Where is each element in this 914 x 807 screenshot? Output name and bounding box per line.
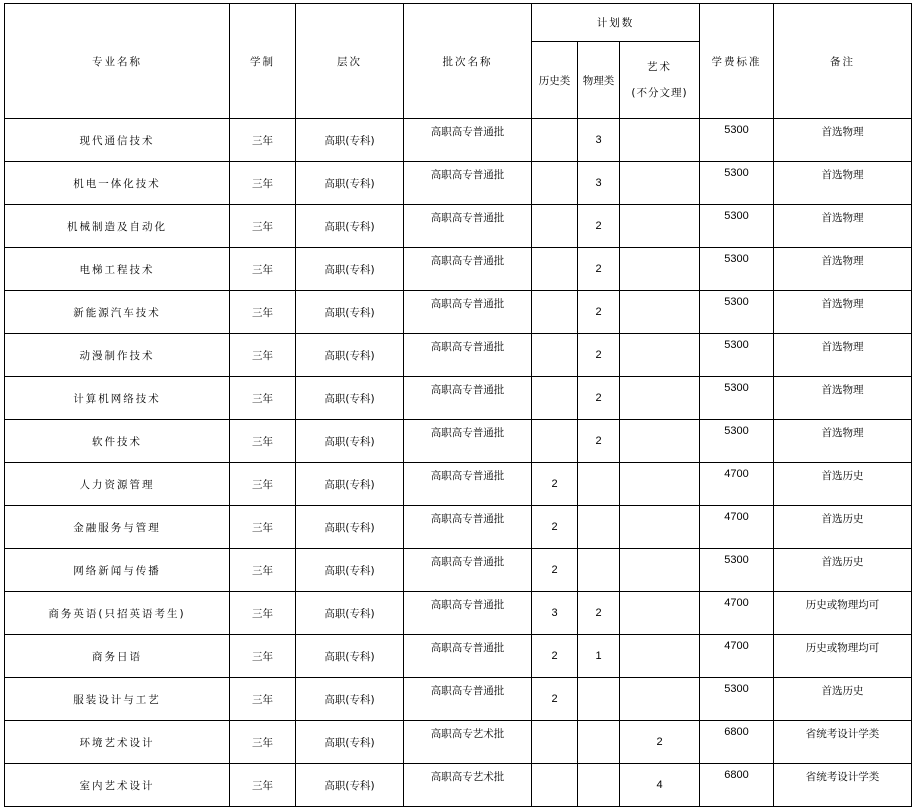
- cell-batch: 高职高专普通批: [404, 592, 532, 635]
- cell-major: 动漫制作技术: [5, 334, 230, 377]
- cell-physics: 2: [578, 248, 620, 291]
- cell-batch: 高职高专普通批: [404, 119, 532, 162]
- cell-level: 高职(专科): [296, 377, 404, 420]
- cell-duration: 三年: [230, 420, 296, 463]
- cell-art: [620, 377, 700, 420]
- header-level: 层次: [296, 4, 404, 119]
- cell-tuition: 5300: [700, 377, 774, 420]
- cell-level: 高职(专科): [296, 291, 404, 334]
- cell-tuition: 5300: [700, 549, 774, 592]
- cell-duration: 三年: [230, 377, 296, 420]
- cell-batch: 高职高专普通批: [404, 549, 532, 592]
- cell-art: [620, 291, 700, 334]
- header-remark: 备注: [774, 4, 912, 119]
- header-plan: 计划数: [532, 4, 700, 42]
- cell-batch: 高职高专普通批: [404, 678, 532, 721]
- cell-remark: 省统考设计学类: [774, 764, 912, 807]
- cell-tuition: 5300: [700, 248, 774, 291]
- cell-batch: 高职高专普通批: [404, 506, 532, 549]
- cell-physics: 2: [578, 334, 620, 377]
- cell-art: [620, 119, 700, 162]
- header-duration: 学制: [230, 4, 296, 119]
- cell-art: [620, 549, 700, 592]
- cell-history: [532, 334, 578, 377]
- cell-remark: 首选物理: [774, 119, 912, 162]
- cell-batch: 高职高专普通批: [404, 635, 532, 678]
- cell-duration: 三年: [230, 506, 296, 549]
- cell-level: 高职(专科): [296, 635, 404, 678]
- cell-remark: 首选物理: [774, 248, 912, 291]
- cell-level: 高职(专科): [296, 549, 404, 592]
- cell-major: 现代通信技术: [5, 119, 230, 162]
- table-row: [5, 377, 912, 420]
- cell-major: 软件技术: [5, 420, 230, 463]
- cell-level: 高职(专科): [296, 506, 404, 549]
- table-row: [5, 635, 912, 678]
- cell-level: 高职(专科): [296, 162, 404, 205]
- cell-tuition: 4700: [700, 463, 774, 506]
- table-row: [5, 592, 912, 635]
- cell-level: 高职(专科): [296, 205, 404, 248]
- table-row: [5, 764, 912, 807]
- header-art-title: 艺术: [647, 61, 672, 73]
- cell-remark: 首选物理: [774, 377, 912, 420]
- cell-history: [532, 721, 578, 764]
- cell-duration: 三年: [230, 592, 296, 635]
- cell-physics: [578, 506, 620, 549]
- cell-tuition: 6800: [700, 764, 774, 807]
- table-row: [5, 463, 912, 506]
- cell-tuition: 4700: [700, 592, 774, 635]
- cell-batch: 高职高专普通批: [404, 291, 532, 334]
- cell-major: 室内艺术设计: [5, 764, 230, 807]
- cell-level: 高职(专科): [296, 463, 404, 506]
- cell-batch: 高职高专普通批: [404, 420, 532, 463]
- cell-level: 高职(专科): [296, 592, 404, 635]
- cell-level: 高职(专科): [296, 119, 404, 162]
- cell-batch: 高职高专普通批: [404, 334, 532, 377]
- header-history: 历史类: [532, 42, 578, 119]
- cell-duration: 三年: [230, 463, 296, 506]
- cell-art: [620, 205, 700, 248]
- cell-tuition: 4700: [700, 506, 774, 549]
- cell-physics: [578, 678, 620, 721]
- cell-physics: 3: [578, 162, 620, 205]
- cell-physics: [578, 549, 620, 592]
- cell-major: 计算机网络技术: [5, 377, 230, 420]
- cell-level: 高职(专科): [296, 764, 404, 807]
- cell-duration: 三年: [230, 635, 296, 678]
- table-row: [5, 291, 912, 334]
- cell-duration: 三年: [230, 248, 296, 291]
- table-row: [5, 721, 912, 764]
- cell-major: 人力资源管理: [5, 463, 230, 506]
- cell-tuition: 5300: [700, 291, 774, 334]
- cell-tuition: 5300: [700, 162, 774, 205]
- cell-art: [620, 463, 700, 506]
- cell-remark: 首选物理: [774, 334, 912, 377]
- cell-tuition: 5300: [700, 205, 774, 248]
- cell-major: 商务英语(只招英语考生): [5, 592, 230, 635]
- cell-batch: 高职高专普通批: [404, 463, 532, 506]
- cell-major: 金融服务与管理: [5, 506, 230, 549]
- cell-major: 网络新闻与传播: [5, 549, 230, 592]
- cell-art: 2: [620, 721, 700, 764]
- cell-major: 机电一体化技术: [5, 162, 230, 205]
- cell-remark: 首选物理: [774, 205, 912, 248]
- cell-art: [620, 592, 700, 635]
- cell-remark: 首选历史: [774, 463, 912, 506]
- cell-level: 高职(专科): [296, 678, 404, 721]
- cell-remark: 首选物理: [774, 162, 912, 205]
- cell-art: [620, 334, 700, 377]
- cell-level: 高职(专科): [296, 721, 404, 764]
- cell-physics: 2: [578, 420, 620, 463]
- cell-history: [532, 119, 578, 162]
- cell-physics: [578, 764, 620, 807]
- cell-major: 电梯工程技术: [5, 248, 230, 291]
- cell-history: 2: [532, 463, 578, 506]
- cell-level: 高职(专科): [296, 248, 404, 291]
- cell-duration: 三年: [230, 162, 296, 205]
- cell-physics: 2: [578, 377, 620, 420]
- cell-duration: 三年: [230, 119, 296, 162]
- cell-duration: 三年: [230, 205, 296, 248]
- cell-art: [620, 162, 700, 205]
- cell-history: 2: [532, 506, 578, 549]
- cell-physics: [578, 463, 620, 506]
- table-row: [5, 549, 912, 592]
- cell-batch: 高职高专艺术批: [404, 721, 532, 764]
- cell-history: [532, 420, 578, 463]
- cell-physics: 2: [578, 291, 620, 334]
- header-tuition: 学费标准: [700, 4, 774, 119]
- cell-tuition: 4700: [700, 635, 774, 678]
- cell-duration: 三年: [230, 678, 296, 721]
- cell-physics: 1: [578, 635, 620, 678]
- cell-tuition: 5300: [700, 334, 774, 377]
- cell-major: 机械制造及自动化: [5, 205, 230, 248]
- cell-major: 商务日语: [5, 635, 230, 678]
- cell-art: 4: [620, 764, 700, 807]
- cell-batch: 高职高专普通批: [404, 377, 532, 420]
- table-row: [5, 678, 912, 721]
- cell-art: [620, 506, 700, 549]
- cell-history: 2: [532, 635, 578, 678]
- cell-major: 新能源汽车技术: [5, 291, 230, 334]
- cell-remark: 历史或物理均可: [774, 635, 912, 678]
- table-row: [5, 420, 912, 463]
- cell-major: 服装设计与工艺: [5, 678, 230, 721]
- cell-major: 环境艺术设计: [5, 721, 230, 764]
- cell-batch: 高职高专普通批: [404, 205, 532, 248]
- enrollment-plan-table: [4, 3, 912, 807]
- header-art: [620, 42, 700, 119]
- cell-remark: 首选历史: [774, 678, 912, 721]
- cell-history: 2: [532, 678, 578, 721]
- cell-duration: 三年: [230, 721, 296, 764]
- cell-history: [532, 377, 578, 420]
- cell-history: [532, 291, 578, 334]
- header-batch: 批次名称: [404, 4, 532, 119]
- cell-level: 高职(专科): [296, 420, 404, 463]
- cell-duration: 三年: [230, 764, 296, 807]
- cell-history: [532, 162, 578, 205]
- cell-tuition: 5300: [700, 678, 774, 721]
- cell-art: [620, 248, 700, 291]
- table-row: [5, 119, 912, 162]
- cell-history: 2: [532, 549, 578, 592]
- cell-physics: [578, 721, 620, 764]
- cell-batch: 高职高专普通批: [404, 248, 532, 291]
- header-major: 专业名称: [5, 4, 230, 119]
- header-art-sub: (不分文理): [631, 87, 688, 99]
- cell-duration: 三年: [230, 291, 296, 334]
- cell-physics: 3: [578, 119, 620, 162]
- cell-art: [620, 420, 700, 463]
- cell-batch: 高职高专艺术批: [404, 764, 532, 807]
- table-row: [5, 162, 912, 205]
- cell-level: 高职(专科): [296, 334, 404, 377]
- cell-history: [532, 205, 578, 248]
- cell-art: [620, 635, 700, 678]
- cell-physics: 2: [578, 205, 620, 248]
- cell-tuition: 5300: [700, 420, 774, 463]
- cell-remark: 首选历史: [774, 549, 912, 592]
- cell-history: 3: [532, 592, 578, 635]
- cell-art: [620, 678, 700, 721]
- cell-tuition: 6800: [700, 721, 774, 764]
- cell-duration: 三年: [230, 549, 296, 592]
- cell-remark: 历史或物理均可: [774, 592, 912, 635]
- cell-remark: 省统考设计学类: [774, 721, 912, 764]
- cell-duration: 三年: [230, 334, 296, 377]
- cell-history: [532, 764, 578, 807]
- header-physics: 物理类: [578, 42, 620, 119]
- cell-physics: 2: [578, 592, 620, 635]
- cell-remark: 首选物理: [774, 420, 912, 463]
- cell-batch: 高职高专普通批: [404, 162, 532, 205]
- table-row: [5, 205, 912, 248]
- cell-history: [532, 248, 578, 291]
- cell-tuition: 5300: [700, 119, 774, 162]
- cell-remark: 首选物理: [774, 291, 912, 334]
- table-row: [5, 334, 912, 377]
- cell-remark: 首选历史: [774, 506, 912, 549]
- table-row: [5, 506, 912, 549]
- table-row: [5, 248, 912, 291]
